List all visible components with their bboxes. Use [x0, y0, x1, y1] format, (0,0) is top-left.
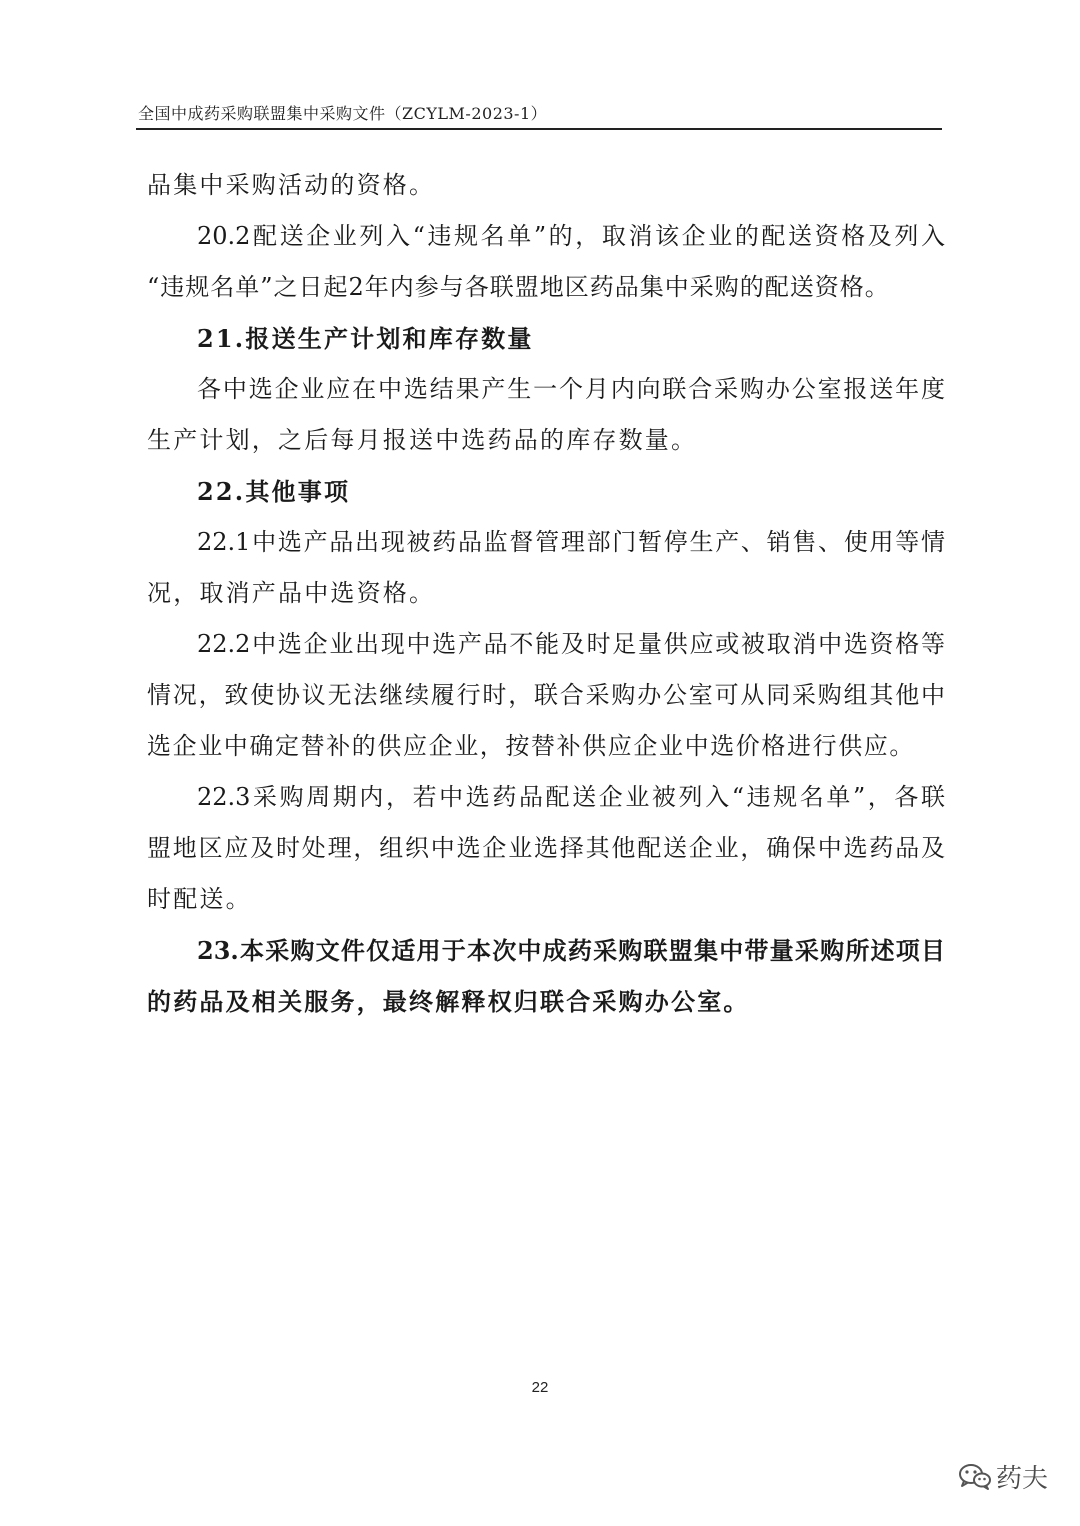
- body-line: 品集中采购活动的资格。: [147, 171, 436, 199]
- body-line: 各中选企业应在中选结果产生一个月内向联合采购办公室报送年度: [197, 375, 945, 403]
- body-line: 生产计划，之后每月报送中选药品的库存数量。: [147, 426, 698, 454]
- header-divider: [136, 128, 942, 130]
- document-body: [147, 160, 947, 1027]
- body-line: 盟地区应及时处理，组织中选企业选择其他配送企业，确保中选药品及: [147, 834, 945, 862]
- watermark-text: 药夫: [996, 1464, 1049, 1494]
- page-number: 22: [531, 1379, 549, 1396]
- section-heading-21: 21.报送生产计划和库存数量: [197, 324, 534, 353]
- section-heading-23: 23.本采购文件仅适用于本次中成药采购联盟集中带量采购所述项目: [197, 936, 945, 965]
- body-line: “违规名单”之日起2年内参与各联盟地区药品集中采购的配送资格。: [147, 273, 890, 301]
- clause-22-2: 22.2中选企业出现中选产品不能及时足量供应或被取消中选资格等: [197, 630, 945, 658]
- clause-22-1: 22.1中选产品出现被药品监督管理部门暂停生产、销售、使用等情: [197, 528, 945, 556]
- body-line: 况，取消产品中选资格。: [147, 579, 436, 607]
- wechat-icon: [958, 1463, 992, 1491]
- clause-20-2: 20.2配送企业列入“违规名单”的，取消该企业的配送资格及列入: [197, 222, 945, 250]
- section-heading-22: 22.其他事项: [197, 477, 351, 506]
- body-line: 时配送。: [147, 885, 252, 913]
- clause-22-3: 22.3采购周期内，若中选药品配送企业被列入“违规名单”，各联: [197, 783, 945, 811]
- body-line: 的药品及相关服务，最终解释权归联合采购办公室。: [147, 987, 750, 1016]
- body-line: 情况，致使协议无法继续履行时，联合采购办公室可从同采购组其他中: [147, 681, 945, 709]
- document-header-title: 全国中成药采购联盟集中采购文件（ZCYLM-2023-1）: [138, 104, 548, 123]
- body-line: 选企业中确定替补的供应企业，按替补供应企业中选价格进行供应。: [147, 732, 915, 760]
- watermark: [958, 1458, 1048, 1495]
